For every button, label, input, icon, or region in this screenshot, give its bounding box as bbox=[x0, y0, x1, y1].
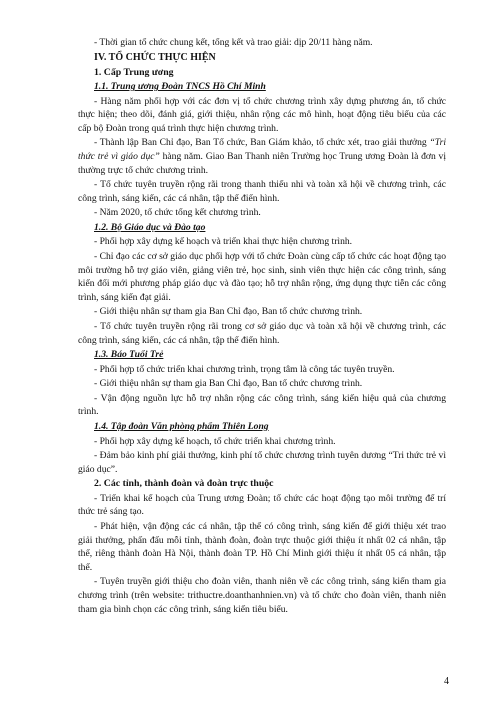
heading-provincial-level: 2. Các tỉnh, thành đoàn và đoàn trực thuộc bbox=[94, 478, 274, 490]
paragraph: - Năm 2020, tổ chức tổng kết chương trình. bbox=[94, 207, 261, 219]
paragraph-text: - Thành lập Ban Chỉ đạo, Ban Tổ chức, Ban Giám khảo, tổ chức xét, trao giải thưởng bbox=[94, 137, 430, 149]
paragraph: - Triển khai kế hoạch của Trung ương Đoàn; tổ chức các hoạt động tạo môi trường để trí thức trẻ sáng tạo. bbox=[78, 492, 446, 518]
heading-1-1 bbox=[78, 80, 446, 94]
heading-central-level: 1. Cấp Trung ương bbox=[94, 66, 174, 78]
paragraph-text: hàng năm. Giao Ban Thanh niên Trường học Trung ương Đoàn là đơn vị thường trực tổ chức chương trình. bbox=[78, 150, 446, 176]
heading-1-2 bbox=[78, 221, 446, 235]
paragraph: - Giới thiệu nhân sự tham gia Ban Chỉ đạo, Ban tổ chức chương trình. bbox=[94, 378, 363, 390]
paragraph: - Phối hợp tổ chức triển khai chương trình, trọng tâm là công tác tuyên truyền. bbox=[94, 363, 395, 375]
paragraph: - Vận động nguồn lực hỗ trợ nhân rộng các công trình, sáng kiến hiệu quả của chương trình. bbox=[78, 392, 446, 418]
paragraph: - Phát hiện, vận động các cá nhân, tập thể có công trình, sáng kiến để giới thiệu xét trao giải thưởng, phấn đấu mỗi tỉnh, thành đoàn, đoàn trực thuộc giới thiệu ít nhất 02 cá nhân, tập thể, riêng thành đoàn Hà Nội, thành đoàn TP. Hồ Chí Minh giới thiệu ít nhất 05 cá nhân, tập thể. bbox=[78, 521, 446, 573]
heading-1-3-text: 1.3. Báo Tuổi Trẻ bbox=[94, 349, 164, 361]
paragraph: - Phối hợp xây dựng kế hoạch và triển khai thực hiện chương trình. bbox=[94, 236, 353, 248]
paragraph: - Chỉ đạo các cơ sở giáo dục phối hợp với tổ chức Đoàn cùng cấp tổ chức các hoạt động tạo môi trường hỗ trợ giáo viên, giảng viên trẻ, học sinh, sinh viên thực hiện các công trình, sáng kiến đổi mới phương pháp giáo dục và đào tạo; hỗ trợ nhân rộng, ứng dụng thực tiễn các công trình, sáng kiến đạt giải. bbox=[78, 251, 446, 303]
paragraph: - Hàng năm phối hợp với các đơn vị tổ chức chương trình xây dựng phương án, tổ chức thực hiện; theo dõi, đánh giá, giới thiệu, nhân rộng các mô hình, hoạt động tiêu biểu của các cấp bộ Đoàn trong quá trình thực hiện chương trình. bbox=[78, 95, 446, 134]
page-number: 4 bbox=[444, 676, 449, 687]
paragraph-award bbox=[78, 136, 446, 177]
section-heading-iv: IV. TỔ CHỨC THỰC HIỆN bbox=[94, 51, 216, 63]
document-page bbox=[78, 36, 446, 617]
paragraph: - Tổ chức tuyên truyền rộng rãi trong cơ sở giáo dục và toàn xã hội về chương trình, các công trình, sáng kiến, các cá nhân, tập thể điển hình. bbox=[78, 321, 446, 346]
award-name: “Tri thức trẻ vì giáo dục” bbox=[78, 137, 446, 162]
heading-1-2-text: 1.2. Bộ Giáo dục và Đào tạo bbox=[94, 221, 206, 233]
paragraph: - Tổ chức tuyên truyền rộng rãi trong thanh thiếu nhi và toàn xã hội về chương trình, các công trình, sáng kiến, các cá nhân, tập thể điển hình. bbox=[78, 179, 446, 204]
paragraph: - Đảm bảo kinh phí giải thưởng, kinh phí tổ chức chương trình tuyên dương “Tri thức trẻ vì giáo dục”. bbox=[78, 450, 446, 475]
paragraph: - Phối hợp xây dựng kế hoạch, tổ chức triển khai chương trình. bbox=[94, 435, 336, 447]
heading-1-3 bbox=[78, 348, 446, 362]
heading-1-4 bbox=[78, 420, 446, 434]
paragraph: - Giới thiệu nhân sự tham gia Ban Chỉ đạo, Ban tổ chức chương trình. bbox=[94, 306, 363, 318]
paragraph: - Thời gian tổ chức chung kết, tổng kết và trao giải: dịp 20/11 hàng năm. bbox=[94, 37, 373, 48]
heading-1-1-text: 1.1. Trung ương Đoàn TNCS Hồ Chí Minh bbox=[94, 81, 266, 93]
heading-1-4-text: 1.4. Tập đoàn Văn phòng phẩm Thiên Long bbox=[94, 421, 269, 433]
paragraph: - Tuyên truyền giới thiệu cho đoàn viên, thanh niên về các công trình, sáng kiến tham gia chương trình (trên website: trithuctre.doanthanhnien.vn) và tổ chức cho đoàn viên, thanh niên tham gia bình chọn các công trình, sáng kiến tiêu biểu. bbox=[78, 576, 446, 615]
